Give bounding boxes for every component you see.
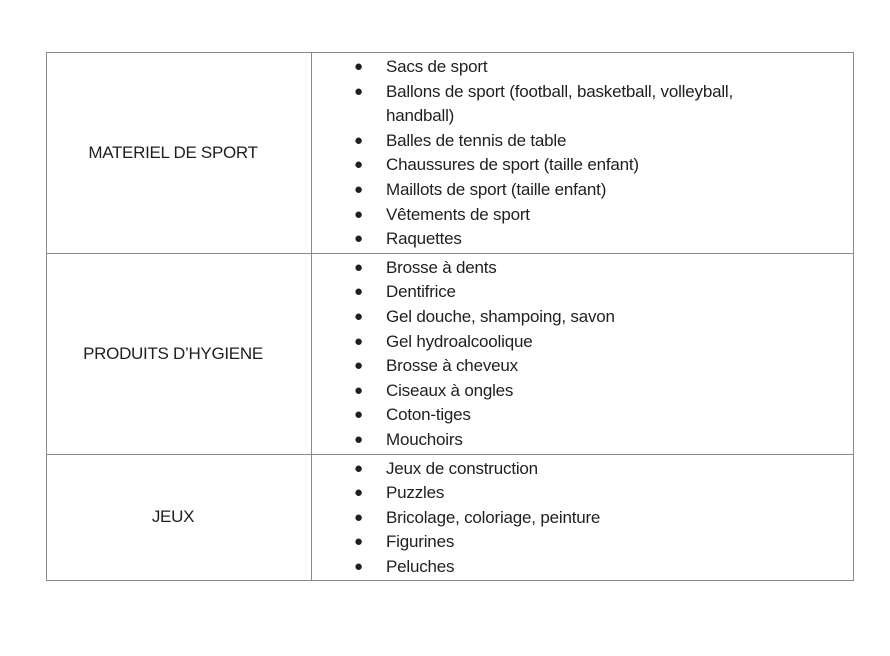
bullet-icon: ● [354, 156, 363, 174]
items-cell [312, 53, 854, 254]
list-item-text: Gel douche, shampoing, savon [386, 306, 615, 326]
items-cell [312, 454, 854, 581]
list-item-text: Balles de tennis de table [386, 130, 567, 150]
category-title: JEUX [151, 507, 195, 527]
bullet-icon: ● [354, 557, 363, 575]
list-item [312, 80, 853, 129]
list-item [312, 129, 853, 154]
bullet-icon: ● [354, 533, 363, 551]
list-item-text: Vêtements de sport [386, 204, 530, 224]
bullet-icon: ● [354, 283, 363, 301]
bullet-icon: ● [354, 230, 363, 248]
list-item [312, 227, 853, 252]
items-list [312, 256, 853, 453]
items-list [312, 457, 853, 580]
list-item-text: Brosse à dents [386, 257, 497, 277]
category-cell [47, 454, 312, 581]
list-item-text: Peluches [386, 556, 455, 576]
list-item-text: Sacs de sport [386, 57, 488, 76]
bullet-icon: ● [354, 459, 363, 477]
donation-table [46, 52, 854, 581]
list-item-text: Bricolage, coloriage, peinture [386, 507, 601, 527]
list-item-text: Ciseaux à ongles [386, 380, 514, 400]
bullet-icon: ● [354, 205, 363, 223]
list-item-text: Ballons de sport (football, basketball, volleyball, handball) [386, 81, 733, 126]
items-list [312, 55, 853, 252]
bullet-icon: ● [354, 332, 363, 350]
list-item [312, 530, 853, 555]
bullet-icon: ● [354, 180, 363, 198]
bullet-icon: ● [354, 381, 363, 399]
bullet-icon: ● [354, 131, 363, 149]
list-item [312, 203, 853, 228]
list-item-text: Maillots de sport (taille enfant) [386, 179, 607, 199]
bullet-icon: ● [354, 82, 363, 100]
bullet-icon: ● [354, 406, 363, 424]
list-item [312, 305, 853, 330]
list-item [312, 280, 853, 305]
list-item [312, 457, 853, 482]
list-item-text: Brosse à cheveux [386, 356, 518, 376]
bullet-icon: ● [354, 430, 363, 448]
table-row [47, 454, 854, 581]
category-cell [47, 253, 312, 454]
bullet-icon: ● [354, 357, 363, 375]
bullet-icon: ● [354, 58, 363, 75]
bullet-icon: ● [354, 258, 363, 276]
list-item [312, 428, 853, 453]
list-item [312, 379, 853, 404]
table-row [47, 53, 854, 254]
list-item [312, 506, 853, 531]
bullet-icon: ● [354, 307, 363, 325]
category-title: MATERIEL DE SPORT [88, 142, 258, 162]
bullet-icon: ● [354, 484, 363, 502]
list-item-text: Jeux de construction [386, 458, 538, 478]
list-item-text: Dentifrice [386, 282, 456, 302]
list-item-text: Chaussures de sport (taille enfant) [386, 155, 639, 175]
list-item-text: Coton-tiges [386, 405, 471, 425]
list-item [312, 330, 853, 355]
list-item-text: Mouchoirs [386, 429, 463, 449]
category-cell [47, 53, 312, 254]
list-item [312, 55, 853, 80]
list-item [312, 403, 853, 428]
list-item [312, 178, 853, 203]
list-item [312, 481, 853, 506]
list-item [312, 153, 853, 178]
items-cell [312, 253, 854, 454]
list-item [312, 354, 853, 379]
list-item-text: Figurines [386, 532, 455, 552]
list-item-text: Puzzles [386, 483, 445, 503]
category-title: PRODUITS D’HYGIENE [83, 343, 263, 363]
list-item-text: Raquettes [386, 229, 462, 249]
list-item-text: Gel hydroalcoolique [386, 331, 533, 351]
table-row [47, 253, 854, 454]
list-item [312, 555, 853, 580]
list-item [312, 256, 853, 281]
bullet-icon: ● [354, 508, 363, 526]
